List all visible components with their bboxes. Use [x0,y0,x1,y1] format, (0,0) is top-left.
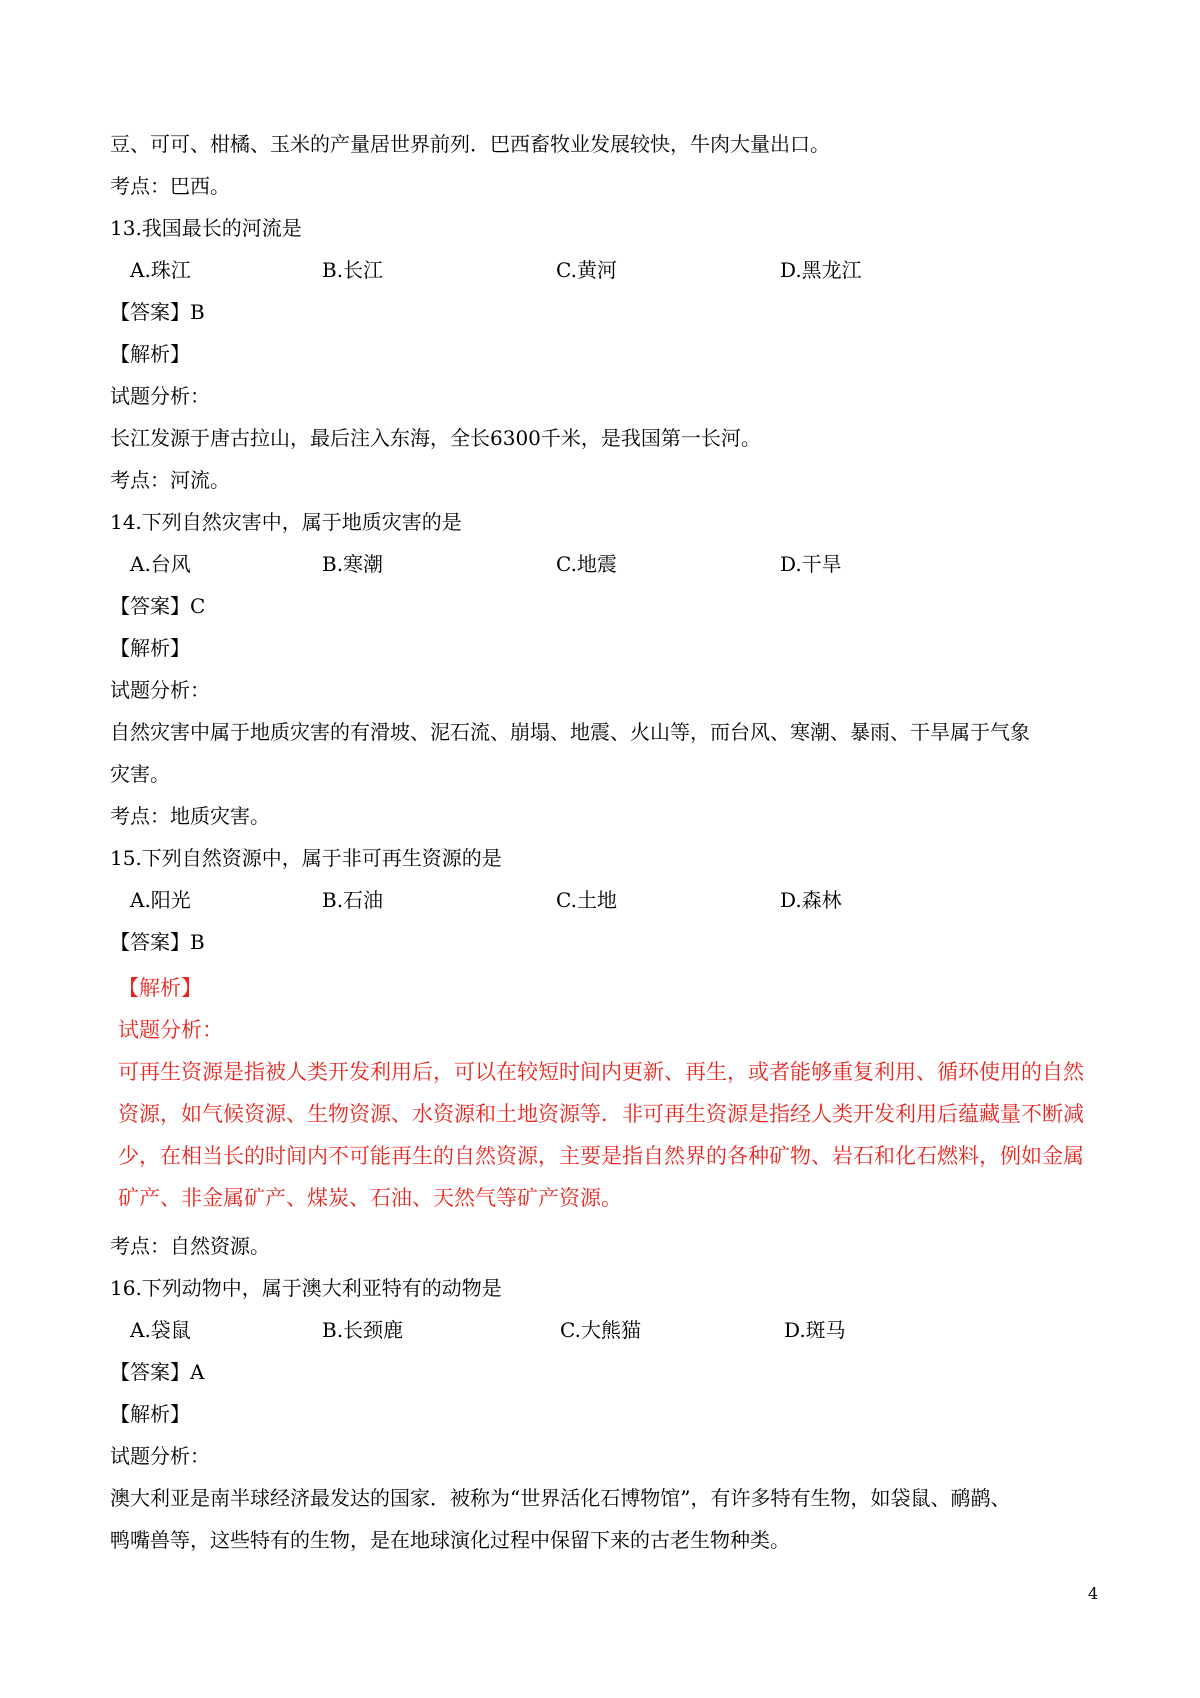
option-d: D.森林 [780,888,842,912]
option-b: B.长江 [322,258,384,282]
option-a: A.珠江 [130,258,191,282]
page-number: 4 [1088,1584,1099,1603]
option-c: C.土地 [556,888,617,912]
answer-15: 【答案】B [110,930,205,954]
analysis-16-line: 鸭嘴兽等，这些特有的生物，是在地球演化过程中保留下来的古老生物种类。 [110,1528,790,1552]
question-15-stem: 15.下列自然资源中，属于非可再生资源的是 [110,846,502,870]
kaodian-14: 考点：地质灾害。 [110,804,270,828]
option-c: C.大熊猫 [560,1318,641,1342]
option-c: C.黄河 [556,258,617,282]
question-13-stem: 13.我国最长的河流是 [110,216,302,240]
question-15-options [130,888,1030,912]
analysis-15-line: 资源，如气候资源、生物资源、水资源和土地资源等．非可再生资源是指经人类开发利用后蕴藏量不断减 [118,1102,1084,1126]
kaodian-12: 考点：巴西。 [110,174,230,198]
kaodian-15: 考点：自然资源。 [110,1234,270,1258]
jiexi-15: 【解析】 [118,976,202,1000]
option-b: B.寒潮 [322,552,384,576]
answer-16: 【答案】A [110,1360,205,1384]
fenxi-label-15: 试题分析： [118,1018,223,1042]
analysis-14-line: 灾害。 [110,762,170,786]
answer-14: 【答案】C [110,594,206,618]
analysis-15-line: 矿产、非金属矿产、煤炭、石油、天然气等矿产资源。 [118,1186,622,1210]
answer-13: 【答案】B [110,300,205,324]
option-a: A.袋鼠 [130,1318,191,1342]
question-13-options [130,258,1030,282]
question-16-options [130,1318,1030,1342]
option-d: D.干旱 [780,552,842,576]
fenxi-label-14: 试题分析： [110,678,210,702]
option-b: B.长颈鹿 [322,1318,404,1342]
question-14-options [130,552,1030,576]
analysis-13: 长江发源于唐古拉山，最后注入东海，全长6300千米，是我国第一长河。 [110,426,761,450]
fenxi-label-13: 试题分析： [110,384,210,408]
option-b: B.石油 [322,888,384,912]
analysis-16-line: 澳大利亚是南半球经济最发达的国家．被称为“世界活化石博物馆”，有许多特有生物，如袋鼠、鸸鹋、 [110,1486,1011,1510]
analysis-15-line: 少，在相当长的时间内不可能再生的自然资源，主要是指自然界的各种矿物、岩石和化石燃料，例如金属 [118,1144,1084,1168]
kaodian-13: 考点：河流。 [110,468,230,492]
jiexi-14: 【解析】 [110,636,190,660]
option-d: D.斑马 [784,1318,846,1342]
analysis-15-line: 可再生资源是指被人类开发利用后，可以在较短时间内更新、再生，或者能够重复利用、循环使用的自然 [118,1060,1084,1084]
jiexi-13: 【解析】 [110,342,190,366]
question-14-stem: 14.下列自然灾害中，属于地质灾害的是 [110,510,462,534]
fenxi-label-16: 试题分析： [110,1444,210,1468]
jiexi-16: 【解析】 [110,1402,190,1426]
option-a: A.阳光 [130,888,191,912]
option-d: D.黑龙江 [780,258,862,282]
option-c: C.地震 [556,552,617,576]
analysis-14-line: 自然灾害中属于地质灾害的有滑坡、泥石流、崩塌、地震、火山等，而台风、寒潮、暴雨、干旱属于气象 [110,720,1030,744]
continuation-text: 豆、可可、柑橘、玉米的产量居世界前列．巴西畜牧业发展较快，牛肉大量出口。 [110,132,830,156]
option-a: A.台风 [130,552,191,576]
question-16-stem: 16.下列动物中，属于澳大利亚特有的动物是 [110,1276,502,1300]
